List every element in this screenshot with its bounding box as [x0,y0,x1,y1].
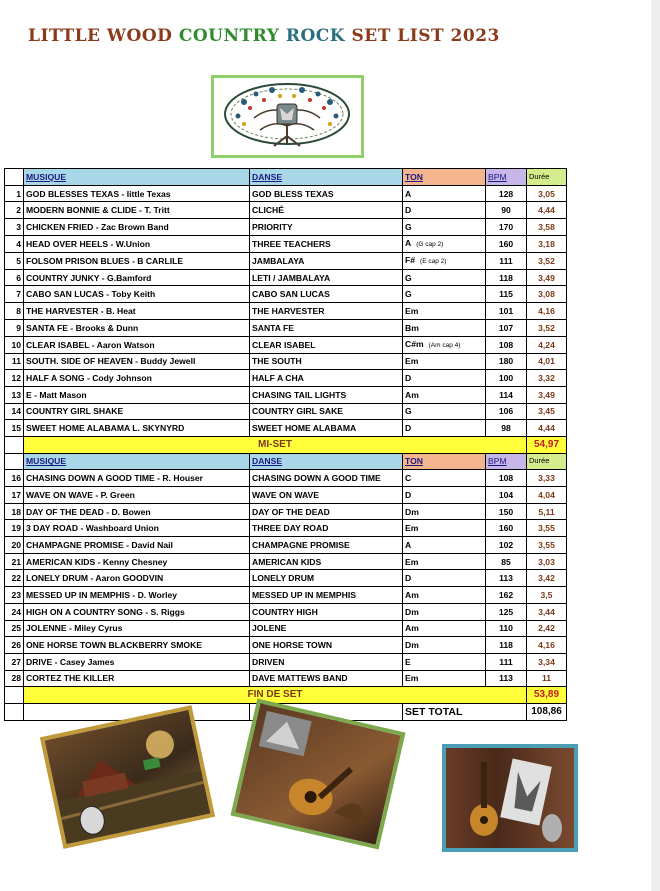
song-danse: THREE DAY ROAD [250,520,403,537]
song-row [5,319,567,336]
title-part-4: SET LIST 2023 [351,26,500,46]
song-ton-key: C [405,473,412,484]
song-number: 25 [5,620,24,637]
song-bpm: 104 [486,487,527,504]
header-bpm: BPM [486,169,527,186]
song-ton [403,670,486,687]
song-danse: LETI / JAMBALAYA [250,269,403,286]
song-bpm: 118 [486,637,527,654]
header-duree: Durée [527,169,567,186]
song-bpm: 114 [486,386,527,403]
song-danse: SANTA FE [250,319,403,336]
song-ton [403,653,486,670]
song-duree: 3,52 [527,319,567,336]
song-ton-key: D [405,573,412,584]
page-edge [651,0,660,891]
tree-of-life-logo [211,75,364,158]
song-ton [403,286,486,303]
song-musique: COUNTRY GIRL SHAKE [24,403,250,420]
song-bpm: 128 [486,185,527,202]
song-ton-key: A [405,188,412,199]
song-ton [403,537,486,554]
song-danse: THE SOUTH [250,353,403,370]
song-number: 28 [5,670,24,687]
song-number: 18 [5,503,24,520]
song-danse: COUNTRY HIGH [250,603,403,620]
song-ton-capo-note: (Am cap 4) [428,341,461,349]
song-row [5,403,567,420]
song-ton [403,420,486,437]
song-ton-key: G [405,272,412,283]
song-row [5,235,567,252]
song-number: 19 [5,520,24,537]
header-ton: TON [403,169,486,186]
song-danse: AMERICAN KIDS [250,553,403,570]
header-num [5,453,24,470]
song-bpm: 113 [486,570,527,587]
song-duree: 3,08 [527,286,567,303]
song-row [5,537,567,554]
song-row [5,470,567,487]
song-bpm: 160 [486,520,527,537]
song-ton-capo-note: (G cap 2) [416,240,444,248]
song-musique: DRIVE - Casey James [24,653,250,670]
song-number: 16 [5,470,24,487]
song-ton [403,470,486,487]
song-bpm: 113 [486,670,527,687]
song-number: 10 [5,336,24,353]
song-musique: SWEET HOME ALABAMA L. SKYNYRD [24,420,250,437]
mi-set-duree: 54,97 [527,436,567,453]
song-bpm: 150 [486,503,527,520]
song-ton-key: Em [405,305,419,316]
song-musique: CORTEZ THE KILLER [24,670,250,687]
song-ton [403,503,486,520]
song-musique: LONELY DRUM - Aaron GOODVIN [24,570,250,587]
header-row-set-2 [5,453,567,470]
song-ton [403,202,486,219]
song-row [5,653,567,670]
song-danse: CLEAR ISABEL [250,336,403,353]
song-duree: 3,5 [527,587,567,604]
song-number: 13 [5,386,24,403]
song-row [5,202,567,219]
song-ton-key: G [405,406,412,417]
song-number: 11 [5,353,24,370]
song-ton-key: E [405,656,411,667]
acoustic-guitar-icon [446,748,574,848]
song-musique: HALF A SONG - Cody Johnson [24,370,250,387]
wolf-guitar-picture [230,698,405,849]
song-danse: CHASING DOWN A GOOD TIME [250,470,403,487]
song-musique: THE HARVESTER - B. Heat [24,303,250,320]
song-musique: CHASING DOWN A GOOD TIME - R. Houser [24,470,250,487]
song-ton-key: A [405,237,412,248]
song-musique: HEAD OVER HEELS - W.Union [24,235,250,252]
song-danse: MESSED UP IN MEMPHIS [250,587,403,604]
song-ton [403,487,486,504]
song-duree: 3,55 [527,537,567,554]
song-ton [403,370,486,387]
song-duree: 3,03 [527,553,567,570]
song-duree: 4,44 [527,420,567,437]
song-duree: 3,32 [527,370,567,387]
song-danse: PRIORITY [250,219,403,236]
song-number: 26 [5,637,24,654]
song-ton-key: Am [405,389,419,400]
song-ton-key: C#m [405,338,424,349]
song-musique: MODERN BONNIE & CLIDE - T. Tritt [24,202,250,219]
song-number: 17 [5,487,24,504]
title-part-3: ROCK [285,26,352,46]
song-musique: WAVE ON WAVE - P. Green [24,487,250,504]
song-number: 1 [5,185,24,202]
song-number: 15 [5,420,24,437]
song-number: 20 [5,537,24,554]
set-1-body [5,169,567,437]
song-ton-key: A [405,539,412,550]
set-total-label: SET TOTAL [403,703,527,720]
song-musique: DAY OF THE DEAD - D. Bowen [24,503,250,520]
song-musique: 3 DAY ROAD - Washboard Union [24,520,250,537]
song-duree: 5,11 [527,503,567,520]
fin-de-set-row [5,687,567,704]
song-duree: 4,04 [527,487,567,504]
song-number: 8 [5,303,24,320]
header-bpm: BPM [486,453,527,470]
song-ton [403,252,486,269]
song-ton [403,620,486,637]
song-row [5,503,567,520]
song-musique: CHAMPAGNE PROMISE - David Nail [24,537,250,554]
song-ton [403,603,486,620]
song-number: 7 [5,286,24,303]
song-musique: FOLSOM PRISON BLUES - B CARLILE [24,252,250,269]
song-row [5,286,567,303]
song-musique: CABO SAN LUCAS - Toby Keith [24,286,250,303]
song-row [5,553,567,570]
header-duree: Durée [527,453,567,470]
song-musique: JOLENNE - Miley Cyrus [24,620,250,637]
song-bpm: 90 [486,202,527,219]
song-ton-key: Dm [405,506,419,517]
song-duree: 3,18 [527,235,567,252]
song-bpm: 108 [486,470,527,487]
song-number: 3 [5,219,24,236]
song-musique: CLEAR ISABEL - Aaron Watson [24,336,250,353]
song-bpm: 108 [486,336,527,353]
song-row [5,487,567,504]
song-ton [403,553,486,570]
song-row [5,620,567,637]
title-part-1: LITTLE WOOD [28,26,179,46]
set-total-value: 108,86 [527,703,567,720]
song-musique: COUNTRY JUNKY - G.Bamford [24,269,250,286]
header-musique: MUSIQUE [24,169,250,186]
fin-de-set-label: FIN DE SET [24,687,527,704]
song-ton [403,520,486,537]
song-ton [403,386,486,403]
song-row [5,670,567,687]
song-bpm: 85 [486,553,527,570]
song-bpm: 102 [486,537,527,554]
song-ton-key: D [405,205,412,216]
song-row [5,603,567,620]
song-ton [403,336,486,353]
mi-set-spacer [5,436,24,453]
song-duree: 3,58 [527,219,567,236]
song-ton-key: D [405,373,412,384]
song-ton [403,319,486,336]
song-ton-key: Em [405,556,419,567]
song-ton-key: F# [405,254,416,265]
song-bpm: 111 [486,252,527,269]
song-row [5,420,567,437]
song-bpm: 101 [486,303,527,320]
song-danse: HALF A CHA [250,370,403,387]
song-ton [403,587,486,604]
song-number: 12 [5,370,24,387]
song-number: 2 [5,202,24,219]
song-ton-key: Em [405,523,419,534]
barn-scene-icon [45,710,211,844]
song-danse: ONE HORSE TOWN [250,637,403,654]
song-number: 27 [5,653,24,670]
song-duree: 3,34 [527,653,567,670]
song-ton-key: Dm [405,606,419,617]
song-danse: CHASING TAIL LIGHTS [250,386,403,403]
tree-of-life-icon [214,78,361,155]
header-num [5,169,24,186]
mi-set-body [5,436,567,453]
song-duree: 3,44 [527,603,567,620]
song-duree: 4,16 [527,637,567,654]
song-bpm: 107 [486,319,527,336]
song-musique: CHICKEN FRIED - Zac Brown Band [24,219,250,236]
song-ton-key: Em [405,673,419,684]
song-number: 14 [5,403,24,420]
song-row [5,353,567,370]
song-duree: 11 [527,670,567,687]
song-ton-capo-note: (E cap 2) [420,257,447,265]
song-bpm: 162 [486,587,527,604]
song-danse: JOLENE [250,620,403,637]
song-bpm: 180 [486,353,527,370]
song-ton-key: Dm [405,640,419,651]
song-duree: 4,44 [527,202,567,219]
song-number: 22 [5,570,24,587]
song-ton [403,185,486,202]
song-bpm: 118 [486,269,527,286]
song-number: 6 [5,269,24,286]
total-spacer-1 [5,703,24,720]
song-duree: 3,49 [527,269,567,286]
song-danse: CABO SAN LUCAS [250,286,403,303]
song-ton-key: Am [405,589,419,600]
song-ton-key: D [405,489,412,500]
song-duree: 4,01 [527,353,567,370]
song-ton-key: Bm [405,322,419,333]
song-danse: WAVE ON WAVE [250,487,403,504]
song-musique: GOD BLESSES TEXAS - little Texas [24,185,250,202]
guitar-icon [235,703,401,845]
song-row [5,269,567,286]
song-danse: CHAMPAGNE PROMISE [250,537,403,554]
song-ton [403,269,486,286]
song-danse: DRIVEN [250,653,403,670]
song-danse: THE HARVESTER [250,303,403,320]
song-danse: GOD BLESS TEXAS [250,185,403,202]
song-row [5,252,567,269]
song-number: 4 [5,235,24,252]
song-ton [403,235,486,252]
song-danse: THREE TEACHERS [250,235,403,252]
title-part-2: COUNTRY [178,26,286,46]
guitar-wolf-picture [442,744,578,852]
song-duree: 3,42 [527,570,567,587]
song-musique: SOUTH. SIDE OF HEAVEN - Buddy Jewell [24,353,250,370]
set-2-body [5,453,567,687]
set-list-table [4,168,567,721]
song-ton [403,637,486,654]
header-row-set-1 [5,169,567,186]
song-row [5,637,567,654]
song-musique: HIGH ON A COUNTRY SONG - S. Riggs [24,603,250,620]
barn-guitar-picture [40,705,215,849]
song-row [5,587,567,604]
song-danse: LONELY DRUM [250,570,403,587]
song-bpm: 110 [486,620,527,637]
song-bpm: 100 [486,370,527,387]
fin-de-set-duree: 53,89 [527,687,567,704]
header-musique: MUSIQUE [24,453,250,470]
song-duree: 3,49 [527,386,567,403]
header-danse: DANSE [250,169,403,186]
header-danse: DANSE [250,453,403,470]
song-ton-key: G [405,221,412,232]
song-ton-key: G [405,289,412,300]
song-duree: 4,16 [527,303,567,320]
song-duree: 4,24 [527,336,567,353]
song-row [5,219,567,236]
song-danse: DAVE MATTEWS BAND [250,670,403,687]
song-duree: 3,05 [527,185,567,202]
mi-set-row [5,436,567,453]
song-row [5,520,567,537]
song-bpm: 106 [486,403,527,420]
song-musique: ONE HORSE TOWN BLACKBERRY SMOKE [24,637,250,654]
song-bpm: 170 [486,219,527,236]
song-row [5,185,567,202]
song-number: 9 [5,319,24,336]
song-bpm: 111 [486,653,527,670]
mi-set-label: MI-SET [24,436,527,453]
song-number: 21 [5,553,24,570]
song-bpm: 98 [486,420,527,437]
song-duree: 2,42 [527,620,567,637]
song-ton [403,219,486,236]
song-row [5,386,567,403]
song-musique: AMERICAN KIDS - Kenny Chesney [24,553,250,570]
song-ton-key: Am [405,623,419,634]
song-row [5,370,567,387]
song-bpm: 125 [486,603,527,620]
song-ton [403,403,486,420]
song-danse: JAMBALAYA [250,252,403,269]
song-duree: 3,52 [527,252,567,269]
song-row [5,303,567,320]
song-musique: MESSED UP IN MEMPHIS - D. Worley [24,587,250,604]
page-title [28,26,500,46]
song-ton-key: D [405,423,412,434]
song-ton [403,303,486,320]
song-row [5,336,567,353]
song-danse: COUNTRY GIRL SAKE [250,403,403,420]
song-bpm: 115 [486,286,527,303]
song-ton [403,570,486,587]
song-danse: SWEET HOME ALABAMA [250,420,403,437]
song-number: 24 [5,603,24,620]
song-number: 5 [5,252,24,269]
song-duree: 3,45 [527,403,567,420]
song-danse: CLICHÉ [250,202,403,219]
song-ton-key: Em [405,356,419,367]
song-musique: E - Matt Mason [24,386,250,403]
song-duree: 3,33 [527,470,567,487]
fin-de-set-spacer [5,687,24,704]
song-bpm: 160 [486,235,527,252]
song-number: 23 [5,587,24,604]
song-row [5,570,567,587]
song-ton [403,353,486,370]
song-musique: SANTA FE - Brooks & Dunn [24,319,250,336]
song-danse: DAY OF THE DEAD [250,503,403,520]
song-duree: 3,55 [527,520,567,537]
header-ton: TON [403,453,486,470]
